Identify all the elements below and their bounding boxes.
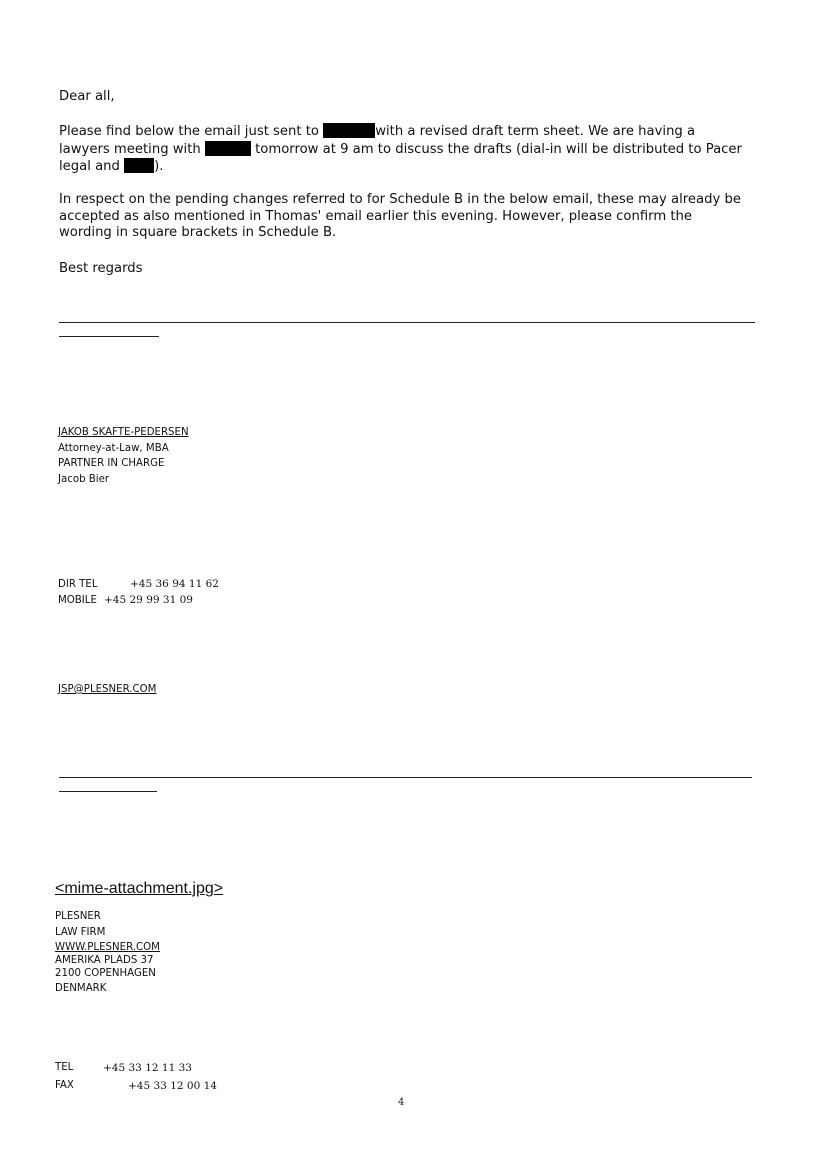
paragraph-1-line-1: [59, 123, 769, 141]
signature-role: PARTNER IN CHARGE: [58, 458, 165, 469]
text-segment: Please find below the email just sent to: [59, 124, 324, 139]
paragraph-2-line-1: In respect on the pending changes referred to for Schedule B in the below email, these may already be: [59, 192, 741, 207]
mobile-row: [58, 593, 219, 609]
redaction-box: [205, 141, 251, 156]
firm-country: DENMARK: [55, 983, 107, 994]
dir-tel-label: DIR TEL: [58, 579, 98, 590]
paragraph-1-line-2: [59, 141, 769, 159]
dir-tel-value: +45 36 94 11 62: [130, 578, 219, 590]
text-segment: lawyers meeting with: [59, 141, 205, 157]
page-number: 4: [398, 1097, 405, 1108]
text-segment: legal and: [59, 159, 125, 174]
firm-block: [55, 909, 160, 997]
separator-line-short: [59, 336, 159, 337]
greeting: Dear all,: [59, 89, 115, 104]
paragraph-1: [59, 123, 769, 176]
firm-website-link[interactable]: WWW.PLESNER.COM: [55, 942, 160, 953]
paragraph-2-line-3: wording in square brackets in Schedule B.: [59, 225, 337, 240]
paragraph-1-line-3: [59, 158, 769, 176]
mobile-label: MOBILE: [58, 594, 97, 606]
redaction-box: [124, 158, 154, 173]
text-segment: tomorrow at 9 am to discuss the drafts (dial-in will be distributed to Pacer: [250, 141, 742, 157]
separator-line: [59, 777, 752, 778]
separator-line: [59, 322, 755, 323]
email-link[interactable]: JSP@PLESNER.COM: [58, 684, 157, 695]
signature-name[interactable]: JAKOB SKAFTE-PEDERSEN: [58, 427, 189, 438]
firm-address-line-1: AMERIKA PLADS 37: [55, 955, 154, 966]
redaction-box: [323, 123, 375, 138]
firm-fax-row: [55, 1077, 217, 1095]
separator-line-short: [59, 791, 157, 792]
text-segment: with a revised draft term sheet. We are having a: [375, 124, 696, 139]
dir-tel-row: [58, 577, 219, 593]
firm-tel-row: [55, 1059, 217, 1077]
firm-name: PLESNER: [55, 911, 101, 922]
firm-fax-value: +45 33 12 00 14: [128, 1080, 217, 1092]
signoff: Best regards: [59, 261, 143, 276]
firm-tel-label: TEL: [55, 1062, 74, 1073]
paragraph-2-line-2: accepted as also mentioned in Thomas' email earlier this evening. However, please confirm the: [59, 208, 693, 224]
firm-address-line-2: 2100 COPENHAGEN: [55, 968, 156, 979]
signature-title: Attorney-at-Law, MBA: [58, 442, 169, 454]
text-segment: ).: [154, 159, 164, 174]
mobile-value: +45 29 99 31 09: [104, 593, 193, 606]
signature-block: [58, 425, 189, 487]
firm-tel-value: +45 33 12 11 33: [103, 1062, 192, 1074]
firm-fax-label: FAX: [55, 1080, 74, 1091]
firm-type: LAW FIRM: [55, 926, 106, 938]
paragraph-2: [59, 192, 769, 242]
firm-phones: [55, 1059, 217, 1095]
signature-assistant: Jacob Bier: [58, 473, 110, 485]
attachment-link[interactable]: <mime-attachment.jpg>: [55, 880, 224, 897]
contact-phones: [58, 577, 219, 608]
